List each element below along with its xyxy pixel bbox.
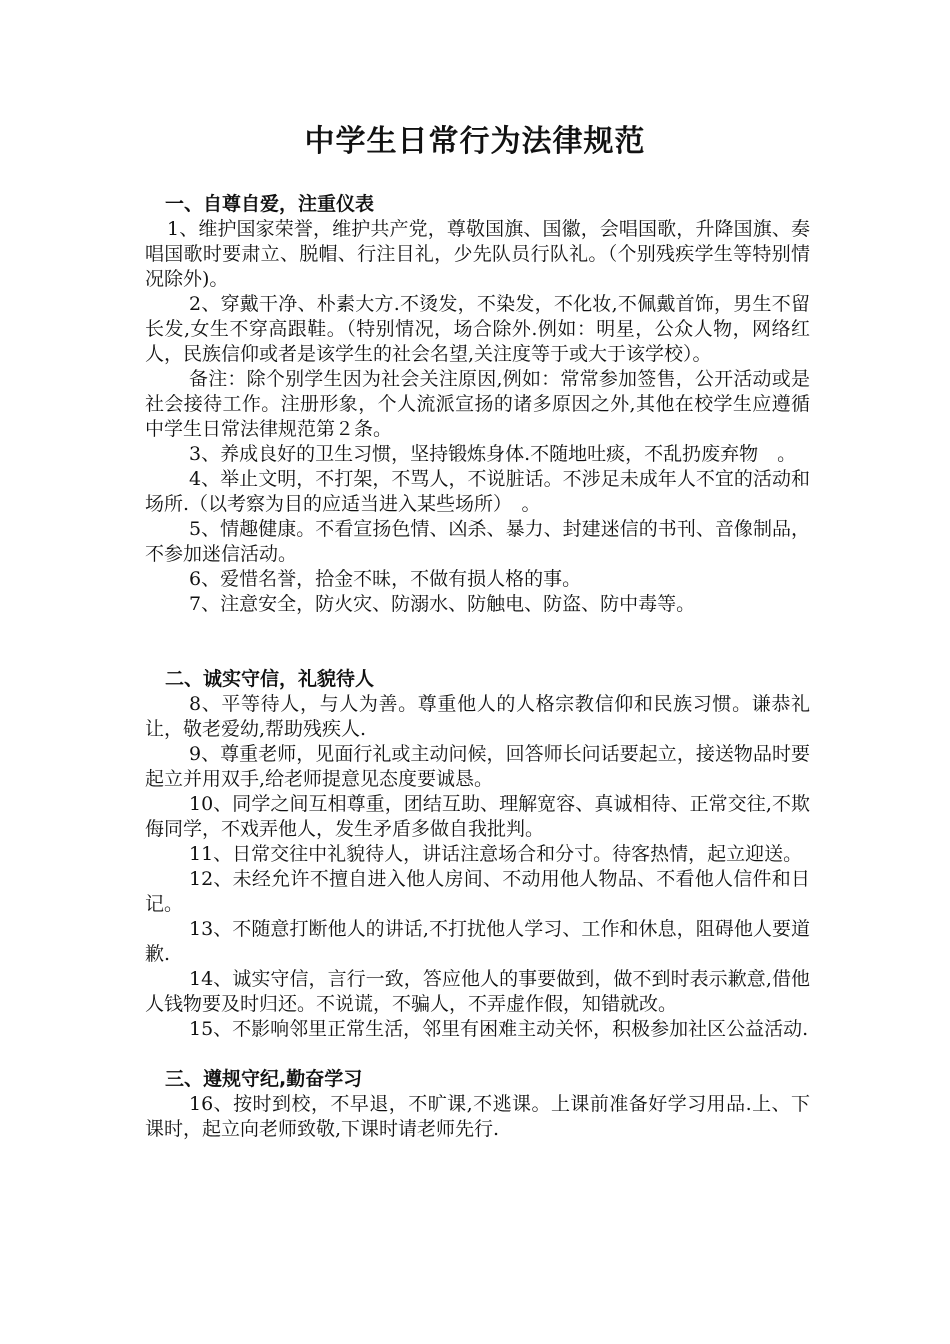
paragraph: 备注：除个别学生因为社会关注原因,例如：常常参加签售，公开活动或是社会接待工作。注册形象，个人流派宣扬的诸多原因之外,其他在校学生应遵循中学生日常法律规范第２条。 [145,368,810,440]
paragraph: 11、日常交往中礼貌待人，讲话注意场合和分寸。待客热情，起立迎送。 [189,843,803,865]
section-2 [145,667,810,1042]
paragraph: 3、养成良好的卫生习惯，坚持锻炼身体.不随地吐痰，不乱扔废弃物 。 [189,443,797,465]
section-heading: 二、诚实守信，礼貌待人 [165,668,375,690]
paragraph: 15、不影响邻里正常生活，邻里有困难主动关怀，积极参加社区公益活动. [189,1018,809,1040]
paragraph: 1、维护国家荣誉，维护共产党，尊敬国旗、国徽，会唱国歌，升降国旗、奏唱国歌时要肃立、脱帽、行注目礼，少先队员行队礼。（个别残疾学生等特别情况除外)。 [145,218,810,290]
paragraph: 6、爱惜名誉，拾金不昧，不做有损人格的事。 [189,568,582,590]
paragraph: 5、情趣健康。不看宣扬色情、凶杀、暴力、封建迷信的书刊、音像制品，不参加迷信活动。 [145,518,810,565]
paragraph: 10、同学之间互相尊重，团结互助、理解宽容、真诚相待、正常交往,不欺侮同学，不戏弄他人，发生矛盾多做自我批判。 [145,793,810,840]
section-spacer [145,617,810,667]
section-heading: 一、自尊自爱，注重仪表 [165,193,375,215]
paragraph: 2、穿戴干净、朴素大方.不烫发，不染发，不化妆,不佩戴首饰，男生不留长发,女生不穿高跟鞋。（特别情况，场合除外.例如：明星，公众人物，网络红人，民族信仰或者是该学生的社会名望,关注度等于或大于该学校）。 [145,293,810,365]
paragraph: 4、举止文明，不打架，不骂人，不说脏话。不涉足未成年人不宜的活动和场所.（以考察为目的应适当进入某些场所） 。 [145,468,810,515]
paragraph: 8、平等待人，与人为善。尊重他人的人格宗教信仰和民族习惯。谦恭礼让，敬老爱幼,帮助残疾人. [145,693,810,740]
document-body [145,192,810,1142]
section-3 [145,1067,810,1142]
document-title: 中学生日常行为法律规范 [304,124,646,159]
paragraph: 7、注意安全，防火灾、防溺水、防触电、防盗、防中毒等。 [189,593,696,615]
paragraph: 9、尊重老师，见面行礼或主动问候，回答师长问话要起立，接送物品时要起立并用双手,给老师提意见态度要诚恳。 [145,743,810,790]
paragraph: 16、按时到校，不早退，不旷课,不逃课。上课前准备好学习用品.上、下课时，起立向老师致敬,下课时请老师先行. [145,1093,810,1140]
paragraph: 12、未经允许不擅自进入他人房间、不动用他人物品、不看他人信件和日记。 [145,868,810,915]
section-spacer [145,1042,810,1067]
section-heading: 三、遵规守纪,勤奋学习 [165,1068,363,1090]
paragraph: 14、诚实守信，言行一致，答应他人的事要做到，做不到时表示歉意,借他人钱物要及时归还。不说谎，不骗人，不弄虚作假，知错就改。 [145,968,810,1015]
paragraph: 13、不随意打断他人的讲话,不打扰他人学习、工作和休息，阻碍他人要道歉. [145,918,810,965]
section-1 [145,192,810,617]
